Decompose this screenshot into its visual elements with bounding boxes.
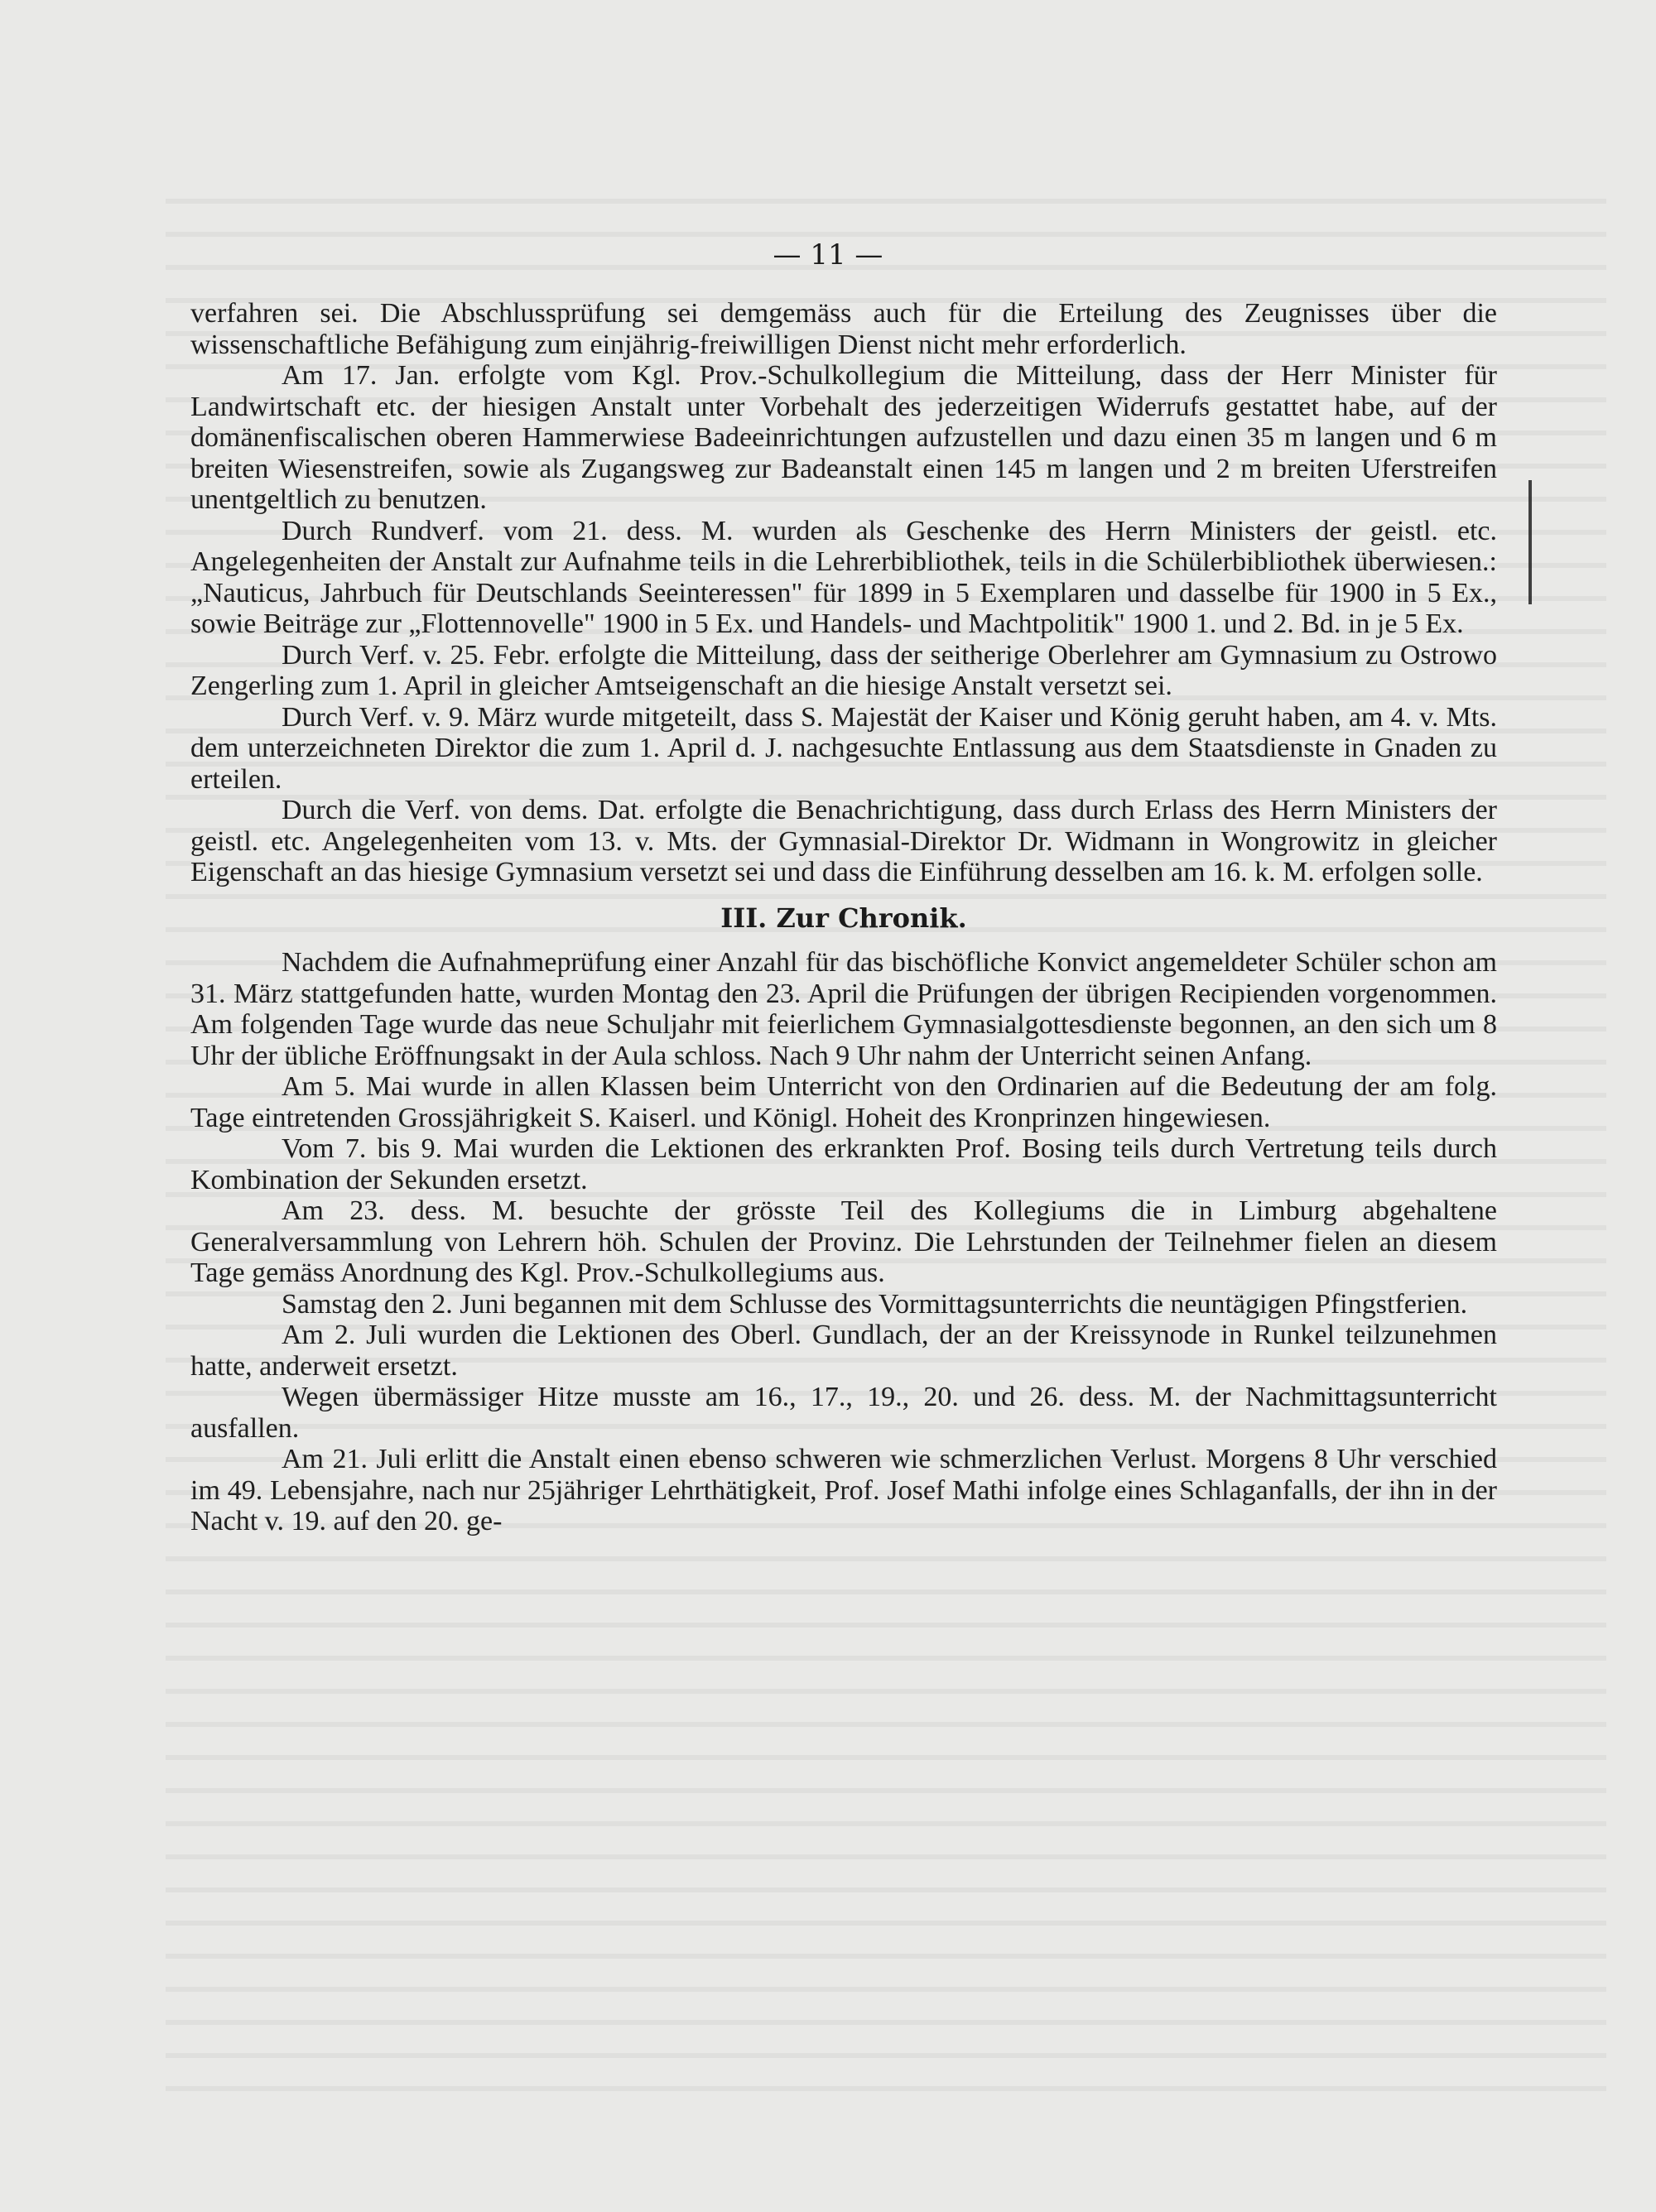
paragraph: Am 23. dess. M. besuchte der grösste Teil des Kollegiums die in Limburg abgehaltene Generalversammlung von Lehrern höh. Schulen der Provinz. Die Lehrstunden der Teilnehmer fielen an diesem Tage gemäss Anordnung des Kgl. Prov.-Schulkollegiums aus. <box>190 1195 1497 1288</box>
page-number: — 11 — <box>773 238 883 272</box>
paragraph: Durch Verf. v. 9. März wurde mitgeteilt, dass S. Majestät der Kaiser und König geruht haben, am 4. v. Mts. dem unterzeichneten Direktor die zum 1. April d. J. nachgesuchte Entlassung aus dem Staatsdienste in Gnaden zu erteilen. <box>190 701 1497 795</box>
paragraph: Wegen übermässiger Hitze musste am 16., 17., 19., 20. und 26. dess. M. der Nachmittagsunterricht ausfallen. <box>190 1382 1497 1444</box>
section-heading: III. Zur Chronik. <box>720 902 967 934</box>
paragraph: Vom 7. bis 9. Mai wurden die Lektionen des erkrankten Prof. Bosing teils durch Vertretung teils durch Kombination der Sekunden ersetzt. <box>190 1133 1497 1195</box>
paragraph: Samstag den 2. Juni begannen mit dem Schlusse des Vormittagsunterrichts die neuntägigen Pfingstferien. <box>282 1288 1468 1320</box>
paragraph: Durch die Verf. von dems. Dat. erfolgte die Benachrichtigung, dass durch Erlass des Herrn Ministers der geistl. etc. Angelegenheiten vom 13. v. Mts. der Gymnasial-Direktor Dr. Widmann in Wongrowitz in gleicher Eigenschaft an das hiesige Gymnasium versetzt sei und dass die Einführung desselben am 16. k. M. erfolgen solle. <box>190 795 1497 887</box>
body-text <box>190 298 1497 1537</box>
paragraph: Nachdem die Aufnahmeprüfung einer Anzahl für das bischöfliche Konvict angemeldeter Schüler schon am 31. März stattgefunden hatte, wurden Montag den 23. April die Prüfungen der übrigen Recipienden vorgenommen. Am folgenden Tage wurde das neue Schuljahr mit feierlichem Gymnasialgottesdienste begonnen, an den sich um 8 Uhr der übliche Eröffnungsakt in der Aula schloss. Nach 9 Uhr nahm der Unterricht seinen Anfang. <box>190 947 1497 1071</box>
paragraph: Am 5. Mai wurde in allen Klassen beim Unterricht von den Ordinarien auf die Bedeutung der am folg. Tage eintretenden Grossjährigkeit S. Kaiserl. und Königl. Hoheit des Kronprinzen hingewiesen. <box>190 1071 1497 1133</box>
paragraph: Durch Verf. v. 25. Febr. erfolgte die Mitteilung, dass der seitherige Oberlehrer am Gymnasium zu Ostrowo Zengerling zum 1. April in gleicher Amtseigenschaft an die hiesige Anstalt versetzt sei. <box>190 639 1497 701</box>
paragraph: Durch Rundverf. vom 21. dess. M. wurden als Geschenke des Herrn Ministers der geistl. etc. Angelegenheiten der Anstalt zur Aufnahme teils in die Lehrerbibliothek, teils in die Schülerbibliothek überwiesen.: „Nauticus, Jahrbuch für Deutschlands Seeinteressen" für 1899 in 5 Exemplaren und dasselbe für 1900 in 5 Ex., sowie Beiträge zur „Flottennovelle" 1900 in 5 Ex. und Handels- und Machtpolitik" 1900 1. und 2. Bd. in je 5 Ex. <box>190 515 1497 639</box>
margin-mark <box>1528 480 1532 604</box>
paragraph: Am 17. Jan. erfolgte vom Kgl. Prov.-Schulkollegium die Mitteilung, dass der Herr Minister für Landwirtschaft etc. der hiesigen Anstalt unter Vorbehalt des jederzeitigen Widerrufs gestattet habe, auf der domänenfiscalischen oberen Hammerwiese Badeeinrichtungen aufzustellen und dazu einen 35 m langen und 6 m breiten Wiesenstreifen, sowie als Zugangsweg zur Badeanstalt einen 145 m langen und 2 m breiten Uferstreifen unentgeltlich zu benutzen. <box>190 360 1497 515</box>
paragraph: verfahren sei. Die Abschlussprüfung sei demgemäss auch für die Erteilung des Zeugnisses über die wissenschaftliche Befähigung zum einjährig-freiwilligen Dienst nicht mehr erforderlich. <box>190 298 1497 360</box>
paragraph: Am 2. Juli wurden die Lektionen des Oberl. Gundlach, der an der Kreissynode in Runkel teilzunehmen hatte, anderweit ersetzt. <box>190 1320 1497 1382</box>
paragraph: Am 21. Juli erlitt die Anstalt einen ebenso schweren wie schmerzlichen Verlust. Morgens 8 Uhr verschied im 49. Lebensjahre, nach nur 25jähriger Lehrthätigkeit, Prof. Josef Mathi infolge eines Schlaganfalls, der ihn in der Nacht v. 19. auf den 20. ge- <box>190 1444 1497 1536</box>
